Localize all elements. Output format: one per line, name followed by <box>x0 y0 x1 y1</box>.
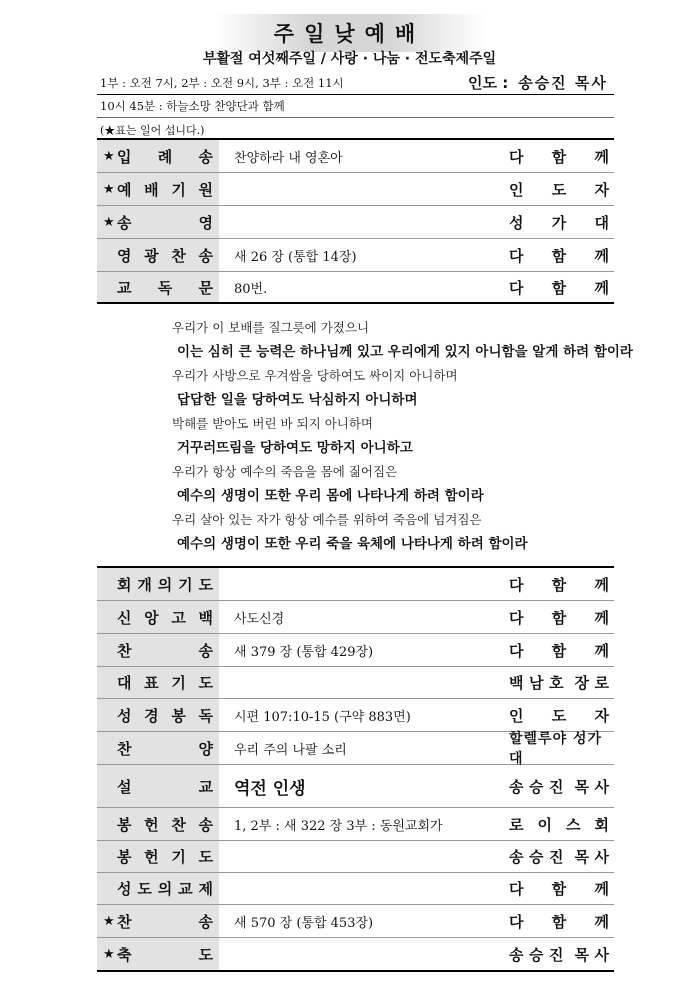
order-leader <box>509 568 609 600</box>
reading-line: 답답한 일을 당하여도 낙심하지 아니하며 <box>177 392 418 408</box>
leader-char: 자 <box>594 180 609 199</box>
label-char: 찬 <box>117 912 132 931</box>
leader-char: 함 <box>551 278 567 297</box>
label-char: 입 <box>117 147 132 166</box>
order-label <box>97 239 219 271</box>
label-char: 기 <box>178 575 193 594</box>
order-row <box>97 841 614 873</box>
leader-char: 함 <box>551 246 567 265</box>
order-leader <box>509 841 609 872</box>
label-char: 헌 <box>144 815 159 834</box>
leader-char: 인 <box>509 180 524 199</box>
order-content: 80번. <box>234 281 268 297</box>
reading-line: 예수의 생명이 또한 우리 몸에 나타나게 하려 함이라 <box>177 488 484 504</box>
leader-char: 함 <box>551 880 567 898</box>
standing-note: (★표는 일어 섭니다.) <box>100 124 205 137</box>
label-char: 송 <box>198 147 213 166</box>
order-content: 우리 주의 나팔 소리 <box>234 742 347 758</box>
leader-char: 가 <box>551 213 567 232</box>
order-row <box>97 568 614 601</box>
order-label <box>97 905 219 937</box>
label-char: 교 <box>178 880 193 898</box>
order-leader <box>509 206 609 238</box>
reading-line: 우리가 사방으로 우겨쌈을 당하여도 싸이지 아니하며 <box>172 368 458 383</box>
reading-line: 우리가 항상 예수의 죽음을 몸에 짊어짐은 <box>172 464 398 479</box>
standing-star: ★ <box>103 913 115 929</box>
order-leader <box>509 272 609 302</box>
presider-name: 송승진 목사 <box>518 74 608 92</box>
leader-char: 께 <box>594 575 609 594</box>
leader-char: 다 <box>509 912 524 931</box>
order-leader <box>509 699 609 731</box>
order-label <box>97 841 219 872</box>
leader-char: 다 <box>509 608 524 627</box>
leader-char: 로 <box>509 815 524 834</box>
order-label <box>97 765 219 807</box>
order-row <box>97 667 614 699</box>
order-label <box>97 568 219 600</box>
order-label <box>97 601 219 633</box>
leader-char: 함 <box>551 641 567 660</box>
label-char: 기 <box>171 848 186 866</box>
label-char: 찬 <box>117 641 132 660</box>
leader-char: 께 <box>594 641 609 660</box>
leader-char: 께 <box>594 608 609 627</box>
order-leader <box>509 905 609 937</box>
label-char: 개 <box>137 575 152 594</box>
leader-char: 다 <box>509 641 524 660</box>
leader-char: 승 <box>529 945 544 964</box>
order-row <box>97 873 614 905</box>
leader-char: 다 <box>509 575 524 594</box>
leader-char: 인 <box>509 706 524 725</box>
label-char: 찬 <box>171 815 186 834</box>
leader-char: 함 <box>551 147 567 166</box>
label-char: 찬 <box>117 739 132 758</box>
leader-char: 함 <box>551 575 567 594</box>
leader-char: 진 <box>549 777 564 796</box>
label-char: 도 <box>198 848 213 866</box>
service-times: 1부 : 오전 7시, 2부 : 오전 9시, 3부 : 오전 11시 <box>100 76 344 90</box>
label-char: 예 <box>117 180 132 199</box>
order-row <box>97 173 614 206</box>
standing-star: ★ <box>103 214 115 230</box>
leader-char: 사 <box>594 945 609 964</box>
order-leader <box>509 140 609 172</box>
order-label <box>97 873 219 904</box>
leader-char: 함 <box>551 608 567 627</box>
order-content: 새 26 장 (통합 14장) <box>234 249 357 265</box>
leader-char: 목 <box>574 945 589 964</box>
label-char: 고 <box>171 608 186 627</box>
order-content: 새 379 장 (통합 429장) <box>234 644 374 660</box>
leader-char: 송 <box>509 848 524 866</box>
label-char: 앙 <box>144 608 159 627</box>
order-content: 새 570 장 (통합 453장) <box>234 915 374 931</box>
order-row <box>97 938 614 970</box>
label-char: 독 <box>198 706 213 725</box>
responsive-reading <box>172 316 633 556</box>
leader-char: 사 <box>594 848 609 866</box>
label-char: 기 <box>171 180 186 199</box>
order-leader <box>509 667 609 698</box>
presider-label: 인도 : <box>468 74 509 92</box>
reading-line: 박해를 받아도 버린 바 되지 아니하며 <box>172 416 373 431</box>
leader-char: 진 <box>549 848 564 866</box>
order-leader <box>509 634 609 666</box>
label-char: 도 <box>198 674 213 692</box>
label-char: 례 <box>157 147 173 166</box>
leader-char: 이 <box>537 815 552 834</box>
order-content: 찬양하라 내 영혼아 <box>234 150 343 166</box>
label-char: 찬 <box>171 246 186 265</box>
order-row <box>97 601 614 634</box>
order-content: 1, 2부 : 새 322 장 3부 : 동원교회가 <box>234 818 443 834</box>
order-label <box>97 667 219 698</box>
order-row <box>97 634 614 667</box>
leader-char: 송 <box>509 777 524 796</box>
leader-char: 남 <box>529 674 544 692</box>
label-char: 송 <box>198 912 213 931</box>
order-label <box>97 634 219 666</box>
standing-star: ★ <box>103 148 115 164</box>
label-char: 신 <box>117 608 132 627</box>
order-leader <box>509 808 609 840</box>
label-char: 설 <box>117 777 132 796</box>
leader-char: 목 <box>574 848 589 866</box>
label-char: 송 <box>117 213 132 232</box>
order-label <box>97 732 219 764</box>
reading-line: 예수의 생명이 또한 우리 죽을 육체에 나타나게 하려 함이라 <box>177 536 528 552</box>
reading-line: 거꾸러뜨림을 당하여도 망하지 아니하고 <box>177 440 413 456</box>
label-char: 성 <box>117 880 132 898</box>
reading-line: 우리가 이 보배를 질그릇에 가졌으니 <box>172 320 370 335</box>
leader-char: 도 <box>551 706 567 725</box>
order-leader <box>509 173 609 205</box>
standing-star: ★ <box>103 946 115 962</box>
order-leader <box>509 873 609 904</box>
label-char: 봉 <box>117 848 132 866</box>
leader-char: 께 <box>594 880 609 898</box>
order-row <box>97 732 614 765</box>
order-of-worship-top <box>97 138 614 304</box>
order-content: 역전 인생 <box>234 778 306 799</box>
order-row <box>97 272 614 302</box>
bulletin-title: 주일낮예배 <box>214 14 485 52</box>
label-char: 기 <box>171 674 186 692</box>
leader-char: 성 <box>509 213 524 232</box>
order-leader: 할렐루야 성가대 <box>509 731 603 767</box>
leader-char: 다 <box>509 147 524 166</box>
header-divider <box>97 94 614 95</box>
order-label <box>97 938 219 970</box>
leader-char: 사 <box>594 777 609 796</box>
service-subtitle: 부활절 여섯째주일 / 사랑 · 나눔 · 전도축제주일 <box>202 51 497 67</box>
label-char: 제 <box>198 880 213 898</box>
label-char: 도 <box>198 575 213 594</box>
label-char: 도 <box>137 880 152 898</box>
presider <box>468 72 608 93</box>
leader-char: 승 <box>529 848 544 866</box>
leader-char: 회 <box>594 815 609 834</box>
label-char: 교 <box>117 278 132 297</box>
leader-char: 목 <box>574 777 589 796</box>
leader-char: 진 <box>549 945 564 964</box>
label-char: 송 <box>198 641 213 660</box>
choir-divider <box>97 117 614 118</box>
order-leader <box>509 765 609 807</box>
label-char: 영 <box>198 213 213 232</box>
label-char: 표 <box>144 674 159 692</box>
label-char: 성 <box>117 706 132 725</box>
label-char: 독 <box>157 278 173 297</box>
label-char: 축 <box>117 945 132 964</box>
label-char: 회 <box>117 575 132 594</box>
leader-char: 다 <box>509 880 524 898</box>
order-label <box>97 173 219 205</box>
order-row <box>97 206 614 239</box>
leader-char: 께 <box>594 278 609 297</box>
label-char: 의 <box>157 880 173 898</box>
order-of-worship-bottom <box>97 566 614 972</box>
label-char: 대 <box>117 674 132 692</box>
label-char: 헌 <box>144 848 159 866</box>
label-char: 도 <box>198 945 213 964</box>
leader-char: 께 <box>594 246 609 265</box>
label-char: 경 <box>144 706 159 725</box>
order-leader <box>509 938 609 970</box>
order-row <box>97 808 614 841</box>
order-label <box>97 272 219 302</box>
order-row <box>97 239 614 272</box>
label-char: 배 <box>144 180 159 199</box>
label-char: 송 <box>198 246 213 265</box>
order-row <box>97 905 614 938</box>
order-label <box>97 808 219 840</box>
label-char: 송 <box>198 815 213 834</box>
order-content: 사도신경 <box>234 611 285 627</box>
order-label <box>97 699 219 731</box>
label-char: 영 <box>117 246 132 265</box>
label-char: 교 <box>198 777 213 796</box>
label-char: 원 <box>198 180 213 199</box>
label-char: 광 <box>144 246 159 265</box>
leader-char: 께 <box>594 912 609 931</box>
order-label <box>97 206 219 238</box>
order-content: 시편 107:10-15 (구약 883면) <box>234 709 411 725</box>
leader-char: 백 <box>509 674 524 692</box>
leader-char: 스 <box>566 815 581 834</box>
order-leader <box>509 239 609 271</box>
label-char: 양 <box>198 739 213 758</box>
order-row <box>97 140 614 173</box>
leader-char: 호 <box>549 674 564 692</box>
leader-char: 다 <box>509 246 524 265</box>
leader-char: 께 <box>594 147 609 166</box>
order-leader <box>509 601 609 633</box>
leader-char: 도 <box>551 180 567 199</box>
leader-char: 자 <box>594 706 609 725</box>
label-char: 봉 <box>171 706 186 725</box>
leader-char: 대 <box>594 213 609 232</box>
label-char: 문 <box>198 278 213 297</box>
reading-line: 우리 살아 있는 자가 항상 예수를 위하여 죽음에 넘겨짐은 <box>172 512 482 527</box>
reading-line: 이는 심히 큰 능력은 하나님께 있고 우리에게 있지 아니함을 알게 하려 함이라 <box>177 344 633 360</box>
leader-char: 송 <box>509 945 524 964</box>
leader-char: 함 <box>551 912 567 931</box>
leader-char: 장 <box>574 674 589 692</box>
leader-char: 로 <box>594 674 609 692</box>
choir-note: 10시 45분 : 하늘소망 찬양단과 함께 <box>100 99 285 113</box>
leader-char: 다 <box>509 278 524 297</box>
order-label <box>97 140 219 172</box>
standing-star: ★ <box>103 181 115 197</box>
label-char: 봉 <box>117 815 132 834</box>
label-char: 백 <box>198 608 213 627</box>
leader-char: 승 <box>529 777 544 796</box>
order-row <box>97 765 614 808</box>
label-char: 의 <box>157 575 173 594</box>
